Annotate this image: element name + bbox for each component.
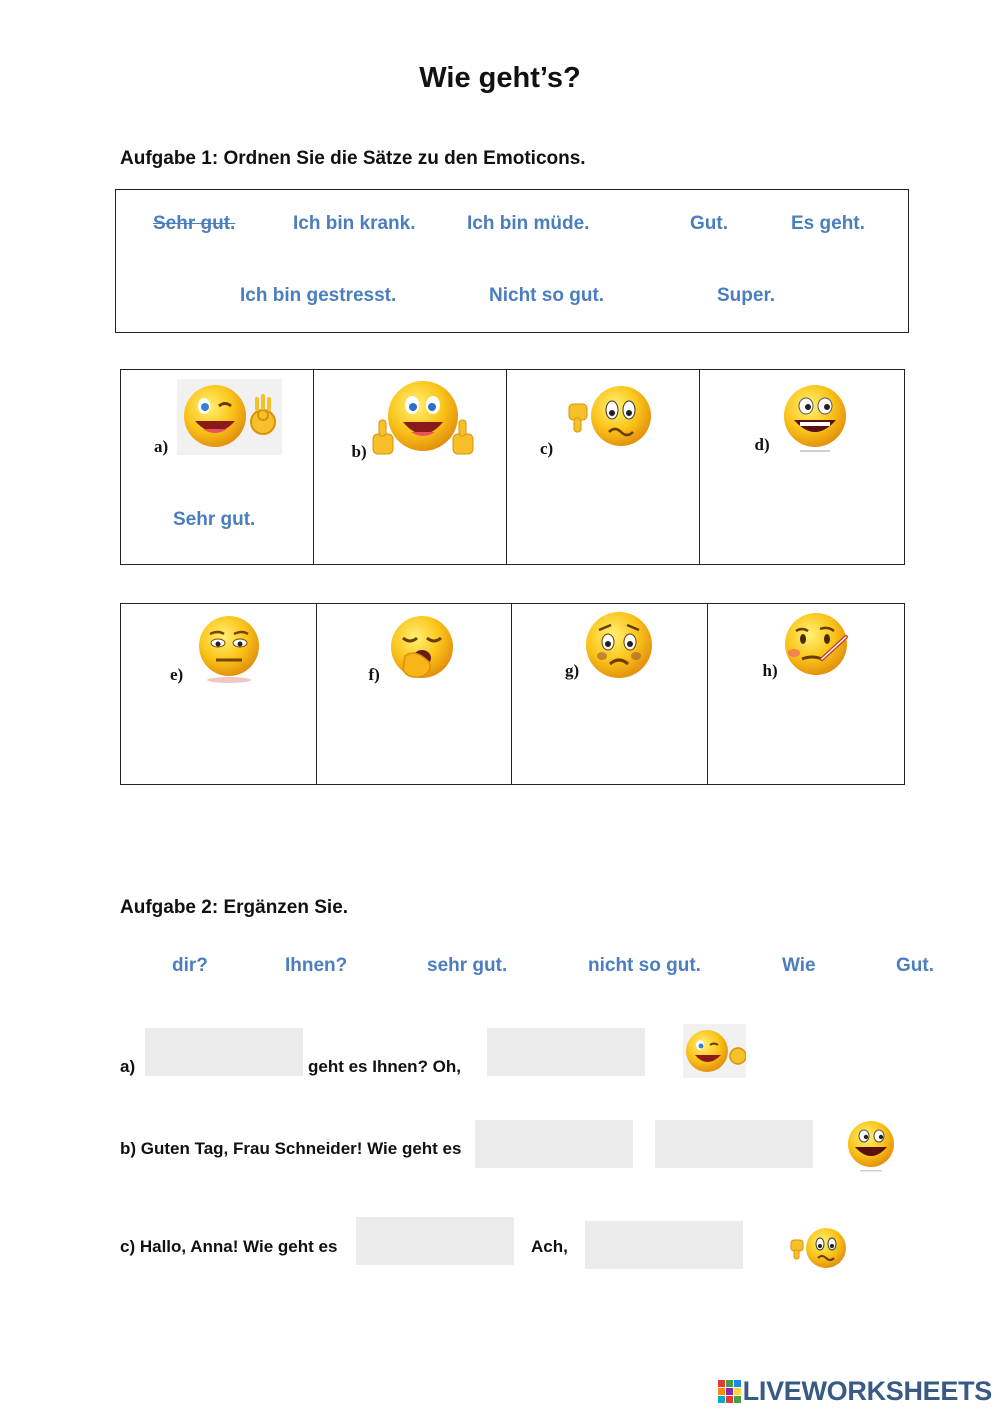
emoticon-grid-2 [120,603,905,785]
answer-text[interactable]: Sehr gut. [173,509,256,530]
emoticon-cell-h[interactable] [708,604,905,784]
liveworksheets-logo-icon [717,1379,743,1405]
unamused-emoji-icon [196,614,262,686]
task2-word-bank-item[interactable]: Gut. [896,955,934,976]
emoticon-cell-f[interactable] [317,604,513,784]
emoticon-cell-a[interactable] [121,370,314,564]
cell-letter: g) [565,661,580,680]
task2-word-bank-item[interactable]: nicht so gut. [588,955,701,976]
sentence-b-text: b) Guten Tag, Frau Schneider! Wie geht es [120,1139,462,1158]
sentence-a-label: a) [120,1057,136,1076]
thumbs-down-emoji-icon [563,380,673,460]
sentence-a-text: geht es Ihnen? Oh, [308,1057,462,1076]
cell-letter: d) [754,435,770,454]
word-bank-item[interactable]: Gut. [690,213,728,234]
task2-heading: Aufgabe 2: Ergänzen Sie. [120,897,349,918]
word-bank-item[interactable]: Es geht. [791,213,865,234]
word-bank-item[interactable]: Sehr gut. [153,213,236,234]
emoticon-cell-d[interactable] [700,370,904,564]
worried-emoji-icon [584,610,654,680]
emoticon-grid-1 [120,369,905,565]
emoticon-cell-e[interactable] [121,604,317,784]
thumbs-up-emoji-icon [371,376,476,464]
liveworksheets-logo[interactable] [717,1376,992,1407]
cell-letter: f) [368,665,380,684]
grinning-emoji-icon [846,1120,896,1174]
word-bank-box [115,189,909,333]
word-bank-item[interactable]: Ich bin gestresst. [240,285,397,306]
word-bank-item[interactable]: Ich bin müde. [467,213,590,234]
cell-letter: b) [351,442,367,461]
word-bank-item[interactable]: Nicht so gut. [489,285,605,306]
cell-letter: c) [540,439,554,458]
winking-ok-emoji-icon [177,379,282,455]
blank-c1-input[interactable] [356,1217,514,1265]
cell-letter: a) [154,437,169,456]
blank-a2-input[interactable] [487,1028,645,1076]
sick-thermometer-emoji-icon [782,611,852,679]
task2-word-bank-item[interactable]: Ihnen? [285,955,348,976]
blank-c2-input[interactable] [585,1221,743,1269]
emoticon-cell-c[interactable] [507,370,700,564]
page-title: Wie geht’s? [419,62,581,94]
thumbs-down-emoji-icon [789,1226,849,1272]
word-bank-item[interactable]: Ich bin krank. [293,213,416,234]
word-bank-item[interactable]: Super. [717,285,776,306]
sentence-c-middle: Ach, [531,1237,568,1256]
sentence-c-text: c) Hallo, Anna! Wie geht es [120,1237,338,1256]
task2-word-bank-item[interactable]: sehr gut. [427,955,508,976]
blank-a1-input[interactable] [145,1028,303,1076]
grinning-emoji-icon [782,384,848,454]
liveworksheets-logo-text: LIVEWORKSHEETS [742,1376,992,1406]
task2-word-bank-item[interactable]: Wie [782,955,816,976]
emoticon-cell-b[interactable] [314,370,508,564]
cell-letter: e) [170,665,184,684]
task2-word-bank-item[interactable]: dir? [172,955,208,976]
task1-heading: Aufgabe 1: Ordnen Sie die Sätze zu den Emoticons. [120,148,586,169]
blank-b2-input[interactable] [655,1120,813,1168]
yawning-emoji-icon [389,614,455,682]
cell-letter: h) [762,661,778,680]
emoticon-cell-g[interactable] [512,604,708,784]
blank-b1-input[interactable] [475,1120,633,1168]
winking-ok-emoji-icon [683,1024,746,1078]
